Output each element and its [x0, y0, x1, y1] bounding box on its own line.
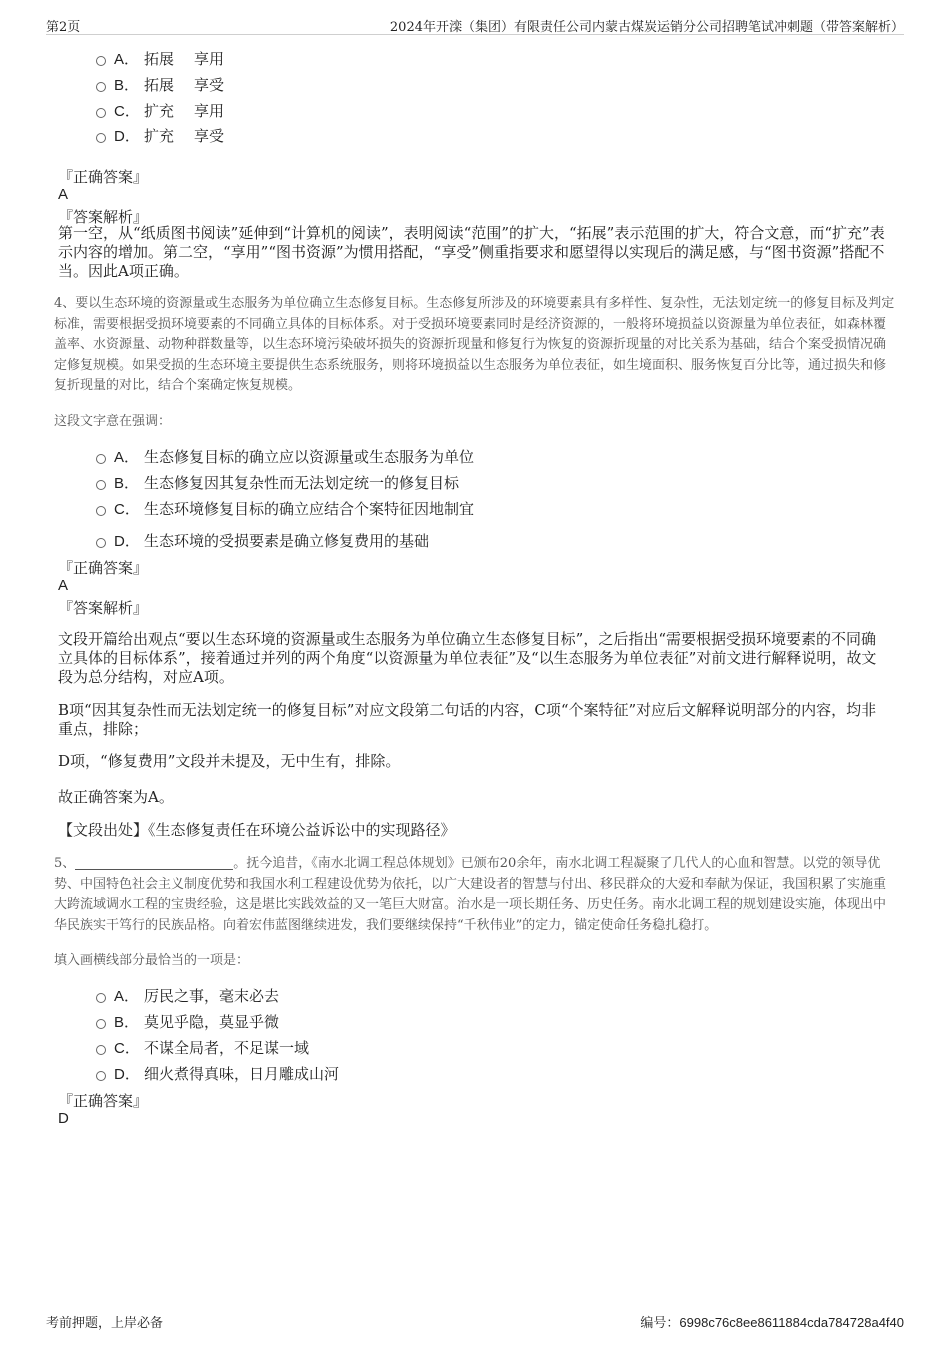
page-number: 第2页	[46, 20, 81, 35]
q5-question-text	[54, 854, 896, 936]
q5-option-d[interactable]: D． 细火煮得真味，日月雕成山河	[96, 1063, 339, 1084]
radio-icon[interactable]	[96, 538, 106, 548]
radio-icon[interactable]	[96, 108, 106, 118]
radio-icon[interactable]	[96, 82, 106, 92]
q4-option-a[interactable]: A． 生态修复目标的确立应以资源量或生态服务为单位	[96, 446, 474, 467]
radio-icon[interactable]	[96, 993, 106, 1003]
q3-option-b[interactable]: B． 拓展 享受	[96, 74, 224, 95]
page-header	[46, 14, 904, 35]
q3-option-d[interactable]: D． 扩充 享受	[96, 125, 224, 146]
document-code: 编号：6998c76c8ee8611884cda784728a4f40	[640, 1315, 904, 1330]
q3-option-c[interactable]: C． 扩充 享用	[96, 100, 224, 121]
q3-analysis-label: 『答案解析』	[58, 208, 149, 226]
fill-blank	[75, 856, 233, 870]
footer-slogan: 考前押题，上岸必备	[46, 1316, 164, 1331]
q4-option-c[interactable]: C． 生态环境修复目标的确立应结合个案特征因地制宜	[96, 498, 474, 519]
q5-number: 5、	[54, 856, 76, 871]
q4-analysis-paragraph: B项“因其复杂性而无法划定统一的修复目标”对应文段第二句话的内容，C项“个案特征”对应后文解释说明部分的内容，均非重点，排除；	[58, 701, 877, 738]
radio-icon[interactable]	[96, 1071, 106, 1081]
q4-prompt: 这段文字意在强调：	[54, 414, 172, 429]
q3-analysis: 第一空，从“纸质图书阅读”延伸到“计算机的阅读”，表明阅读“范围”的扩大，“拓展”表示范围的扩大，符合文意，而“扩充”表示内容的增加。第二空，“享用”“图书资源”为惯用搭配，“享受”侧重指要求和愿望得以实现后的满足感，与“图书资源”搭配不当。因此A项正确。	[58, 224, 885, 280]
q4-analysis-paragraph: 故正确答案为A。	[58, 788, 174, 806]
q4-analysis-label: 『答案解析』	[58, 599, 149, 617]
document-title: 2024年开滦（集团）有限责任公司内蒙古煤炭运销分公司招聘笔试冲刺题（带答案解析）	[389, 20, 904, 35]
q5-prompt: 填入画横线部分最恰当的一项是：	[54, 953, 250, 968]
q5-option-a[interactable]: A． 厉民之事，毫末必去	[96, 985, 279, 1006]
q4-option-b[interactable]: B． 生态修复因其复杂性而无法划定统一的修复目标	[96, 472, 459, 493]
q4-answer-label: 『正确答案』	[58, 559, 149, 577]
radio-icon[interactable]	[96, 454, 106, 464]
q3-option-a[interactable]: A． 拓展 享用	[96, 48, 224, 69]
radio-icon[interactable]	[96, 56, 106, 66]
q4-source: 【文段出处】《生态修复责任在环境公益诉讼中的实现路径》	[58, 821, 456, 839]
q4-answer: A	[58, 577, 69, 594]
q3-answer-label: 『正确答案』	[58, 168, 149, 186]
q4-question-text: 4、要以生态环境的资源量或生态服务为单位确立生态修复目标。生态修复所涉及的环境要素具有多样性、复杂性，无法划定统一的修复目标及判定标准，需要根据受损环境要素的不同确立具体的目标体系。对于受损环境要素同时是经济资源的，一般将环境损益以资源量为单位表征，如森林覆盖率、水资源量、动物种群数量等，以生态环境污染破坏损失的资源折现量和修复行为恢复的资源折现量的对比关系为基础，结合个案受损情况确定修复规模。如果受损的生态环境主要提供生态系统服务，则将环境损益以生态服务为单位表征，如生境面积、服务恢复百分比等，通过损失和修复折现量的对比，结合个案确定恢复规模。	[54, 296, 895, 393]
q5-answer-label: 『正确答案』	[58, 1092, 149, 1110]
radio-icon[interactable]	[96, 1045, 106, 1055]
q4-option-d[interactable]: D． 生态环境的受损要素是确立修复费用的基础	[96, 530, 429, 551]
q5-option-c[interactable]: C． 不谋全局者，不足谋一域	[96, 1037, 309, 1058]
radio-icon[interactable]	[96, 506, 106, 516]
q5-option-b[interactable]: B． 莫见乎隐，莫显乎微	[96, 1011, 279, 1032]
radio-icon[interactable]	[96, 480, 106, 490]
radio-icon[interactable]	[96, 133, 106, 143]
radio-icon[interactable]	[96, 1019, 106, 1029]
q4-analysis-paragraph: D项，“修复费用”文段并未提及，无中生有，排除。	[58, 752, 401, 770]
q5-text: 。抚今追昔，《南水北调工程总体规划》已颁布20余年，南水北调工程凝聚了几代人的心血和智慧。以党的领导优势、中国特色社会主义制度优势和我国水利工程建设优势为依托，以广大建设者的智慧与付出、移民群众的大爱和奉献为保证，我国积累了实施重大跨流域调水工程的宝贵经验，这是堪比实践效益的又一笔巨大财富。治水是一项长期任务、历史任务。南水北调工程的规划建设实施，体现出中华民族实干笃行的民族品格。向着宏伟蓝图继续进发，我们要继续保持“千秋伟业”的定力，锚定使命任务稳扎稳打。	[54, 856, 887, 933]
q3-answer: A	[58, 186, 69, 203]
q5-answer: D	[58, 1110, 69, 1127]
q4-analysis-paragraph: 文段开篇给出观点“要以生态环境的资源量或生态服务为单位确立生态修复目标”，之后指出“需要根据受损环境要素的不同确立具体的目标体系”，接着通过并列的两个角度“以资源量为单位表征”及“以生态服务为单位表征”对前文进行解释说明，故文段为总分结构，对应A项。	[58, 630, 877, 686]
